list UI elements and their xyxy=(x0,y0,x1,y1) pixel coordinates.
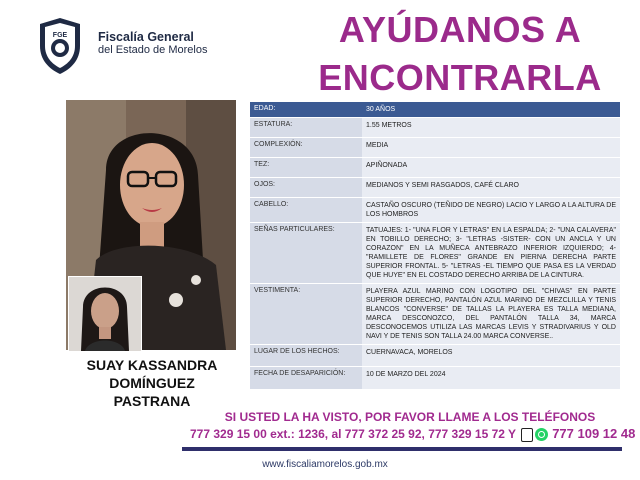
detail-label: SEÑAS PARTICULARES: xyxy=(250,223,362,284)
detail-value: 1.55 METROS xyxy=(362,118,620,138)
detail-label: FECHA DE DESAPARICIÓN: xyxy=(250,367,362,389)
detail-value: CASTAÑO OSCURO (TEÑIDO DE NEGRO) LACIO Y LARGO A LA ALTURA DE LOS HOMBROS xyxy=(362,198,620,223)
person-photo-small xyxy=(68,276,142,352)
detail-value: TATUAJES: 1- "UNA FLOR Y LETRAS" EN LA ESPALDA; 2- "UNA CALAVERA" EN TOBILLO DERECHO; 3- "LETRAS -SISTER- CON UN ANCLA Y UN CORAZON" EN LA MUÑECA ANTEBRAZO INFERIOR IZQUIERDO; 4- "RAMILLETE DE FLORES" GRANDE EN PIERNA DERECHA PARTE SUPERIOR FRONTAL. 5- "LETRAS -EL TIEMPO QUE PASA ES LA VERDAD QUE HUYE" EN EL COSTADO DERECHO ARRIBA DE LA CINTURA. xyxy=(362,223,620,284)
detail-value: MEDIA xyxy=(362,138,620,158)
detail-label: ESTATURA: xyxy=(250,118,362,138)
table-row xyxy=(250,102,620,118)
detail-label: CABELLO: xyxy=(250,198,362,223)
table-row xyxy=(250,138,620,158)
website-link[interactable]: www.fiscaliamorelos.gob.mx xyxy=(262,459,388,470)
detail-value: APIÑONADA xyxy=(362,158,620,178)
detail-value: 10 DE MARZO DEL 2024 xyxy=(362,367,620,389)
fge-shield-logo xyxy=(36,16,84,76)
org-subtitle: del Estado de Morelos xyxy=(98,44,208,56)
detail-label: COMPLEXIÓN: xyxy=(250,138,362,158)
cta-last-phone[interactable]: 777 109 12 48 xyxy=(552,426,636,441)
table-row xyxy=(250,158,620,178)
phone-icon xyxy=(521,428,533,442)
person-name xyxy=(60,356,244,410)
headline-line2: ENCONTRARLA xyxy=(318,57,602,98)
table-row xyxy=(250,198,620,223)
detail-value: MEDIANOS Y SEMI RASGADOS, CAFÉ CLARO xyxy=(362,178,620,198)
table-row xyxy=(250,223,620,284)
cta-line2 xyxy=(190,426,635,442)
detail-value: 30 AÑOS xyxy=(362,102,620,118)
whatsapp-icon xyxy=(535,428,548,441)
headline-line1: AYÚDANOS A xyxy=(338,9,582,50)
person-name-line3: PASTRANA xyxy=(113,393,191,409)
table-row xyxy=(250,367,620,389)
detail-label: TEZ: xyxy=(250,158,362,178)
details-table xyxy=(250,101,620,389)
cta-phones: 777 329 15 00 ext.: 1236, al 777 372 25 92, 777 329 15 72 Y xyxy=(190,427,516,441)
table-row xyxy=(250,118,620,138)
org-name: Fiscalía General xyxy=(98,30,194,44)
person-name-line1: SUAY KASSANDRA xyxy=(86,357,218,373)
table-row xyxy=(250,284,620,345)
detail-label: LUGAR DE LOS HECHOS: xyxy=(250,345,362,367)
detail-label: EDAD: xyxy=(250,102,362,118)
detail-value: CUERNAVACA, MORELOS xyxy=(362,345,620,367)
detail-value: PLAYERA AZUL MARINO CON LOGOTIPO DEL "CHIVAS" EN PARTE SUPERIOR DERECHO, PANTALÓN AZUL MARINO DE MEZCLILLA Y TENIS BLANCOS "CONVERSE" DE TALLAS LA PLAYERA ES TALLA MEDIANA, MARCA DESCONOZCO, DEL PANTALÓN TALLA 34, MARCA DESCONOCEMOS UTILIZA LAS MARCAS LEVIS Y STRADIVARIUS Y OLD NAVI Y DE TENIS SON TALLA 24.00 MARCA CONVERSE.. xyxy=(362,284,620,345)
detail-label: VESTIMENTA: xyxy=(250,284,362,345)
detail-label: OJOS: xyxy=(250,178,362,198)
table-row xyxy=(250,345,620,367)
person-name-line2: DOMÍNGUEZ xyxy=(109,375,195,391)
footer-divider xyxy=(182,447,622,451)
cta-line1: SI USTED LA HA VISTO, POR FAVOR LLAME A LOS TELÉFONOS xyxy=(224,410,596,424)
table-row xyxy=(250,178,620,198)
logo-text: FGE xyxy=(52,32,68,39)
